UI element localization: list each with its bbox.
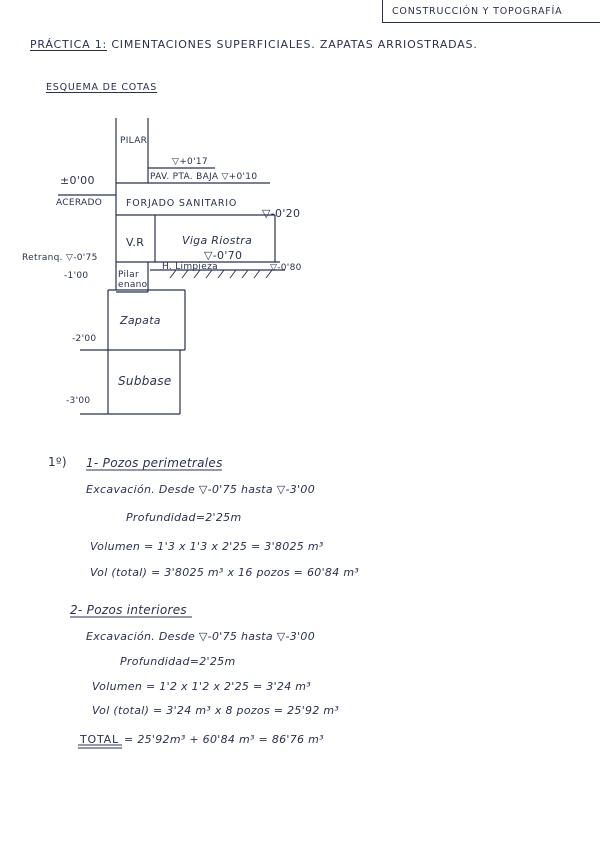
section-2-line-2: Profundidad=2'25m (120, 655, 236, 668)
section-2-line-4: Vol (total) = 3'24 m³ x 8 pozos = 25'92 m³ (92, 704, 340, 717)
label-pilar-enano-1: Pilar (118, 270, 139, 280)
label-vr: V.R (126, 236, 145, 249)
label-level-000: ±0'00 (60, 174, 95, 187)
section-1-line-1: Excavación. Desde ▽-0'75 hasta ▽-3'00 (86, 483, 315, 496)
label-pav: PAV. PTA. BAJA ▽+0'10 (150, 172, 258, 182)
label-retranqueo: Retranq. ▽-0'75 (22, 253, 98, 263)
section-1-line-4: Vol (total) = 3'8025 m³ x 16 pozos = 60'84 m³ (90, 566, 360, 579)
title-text: CIMENTACIONES SUPERFICIALES. ZAPATAS ARRIOSTRADAS. (111, 38, 478, 51)
label-acerado: ACERADO (56, 198, 103, 208)
label-level-0017: ▽+0'17 (172, 157, 208, 167)
label-hormigon: H. Limpieza (162, 262, 218, 272)
section-1-title: 1- Pozos perimetrales (86, 456, 223, 470)
label-level-200: -2'00 (72, 334, 97, 344)
schema-heading: ESQUEMA DE COTAS (46, 82, 158, 93)
label-pilar: PILAR (120, 136, 148, 146)
label-viga: Viga Riostra (182, 234, 253, 247)
label-level-080: ▽-0'80 (270, 263, 302, 273)
label-level-100: -1'00 (64, 271, 89, 281)
label-level-020: ▽-0'20 (262, 207, 301, 220)
header-subject: CONSTRUCCIÓN Y TOPOGRAFÍA (392, 6, 563, 17)
section-1-line-2: Profundidad=2'25m (126, 511, 242, 524)
total-text: = 25'92m³ + 60'84 m³ = 86'76 m³ (124, 733, 324, 746)
label-subbase: Subbase (118, 374, 172, 388)
section-2-line-3: Volumen = 1'2 x 1'2 x 2'25 = 3'24 m³ (92, 680, 312, 693)
label-pilar-enano-2: enano (118, 280, 148, 290)
section-1-line-3: Volumen = 1'3 x 1'3 x 2'25 = 3'8025 m³ (90, 540, 324, 553)
section-2-title: 2- Pozos interiores (70, 603, 187, 617)
total-label: TOTAL (80, 733, 119, 746)
label-level-070: ▽-0'70 (204, 249, 243, 262)
title-label: PRÁCTICA 1: (30, 38, 108, 51)
label-forjado: FORJADO SANITARIO (126, 198, 238, 209)
section-2-line-1: Excavación. Desde ▽-0'75 hasta ▽-3'00 (86, 630, 315, 643)
label-level-300: -3'00 (66, 396, 91, 406)
label-zapata: Zapata (120, 314, 161, 327)
answer-number: 1º) (48, 455, 67, 469)
